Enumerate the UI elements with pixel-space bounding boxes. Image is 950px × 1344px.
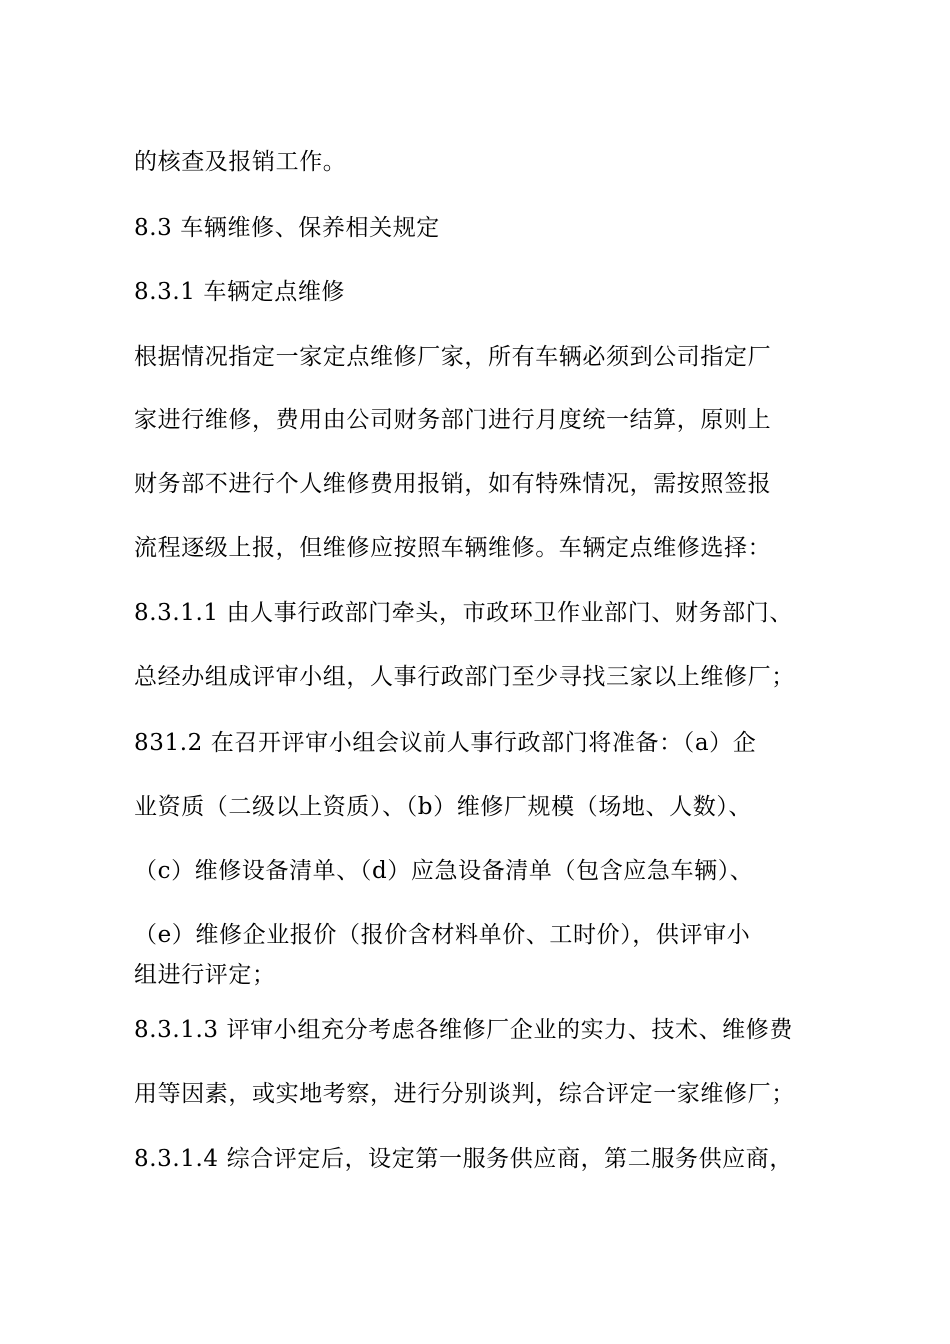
body-text-line: 的核查及报销工作。: [134, 149, 347, 175]
body-text-line: 业资质（二级以上资质）、（b）维修厂规模（场地、人数）、: [134, 794, 753, 820]
body-text-line: 用等因素，或实地考察，进行分别谈判，综合评定一家维修厂；: [134, 1081, 795, 1107]
body-text-line: 根据情况指定一家定点维修厂家，所有车辆必须到公司指定厂: [134, 344, 772, 370]
section-heading-8-3: 8.3 车辆维修、保养相关规定: [134, 215, 440, 241]
body-text-line: 总经办组成评审小组，人事行政部门至少寻找三家以上维修厂；: [134, 664, 795, 690]
clause-8-3-1-3: 8.3.1.3 评审小组充分考虑各维修厂企业的实力、技术、维修费: [134, 1017, 793, 1043]
body-text-line: 财务部不进行个人维修费用报销，如有特殊情况，需按照签报: [134, 471, 772, 497]
body-text-line: 流程逐级上报，但维修应按照车辆维修。车辆定点维修选择：: [134, 535, 772, 561]
body-text-line: （c）维修设备清单、（d）应急设备清单（包含应急车辆）、: [134, 858, 754, 884]
body-text-line: （e）维修企业报价（报价含材料单价、工时价），供评审小: [134, 922, 751, 948]
clause-8-3-1-4: 8.3.1.4 综合评定后，设定第一服务供应商，第二服务供应商，: [134, 1146, 793, 1172]
subsection-heading-8-3-1: 8.3.1 车辆定点维修: [134, 279, 346, 305]
clause-8-3-1-1: 8.3.1.1 由人事行政部门牵头，市政环卫作业部门、财务部门、: [134, 600, 793, 626]
clause-8-3-1-2: 831.2 在召开评审小组会议前人事行政部门将准备：（a）企: [134, 730, 757, 756]
body-text-line: 家进行维修，费用由公司财务部门进行月度统一结算，原则上: [134, 407, 772, 433]
body-text-line: 组进行评定；: [134, 962, 276, 988]
